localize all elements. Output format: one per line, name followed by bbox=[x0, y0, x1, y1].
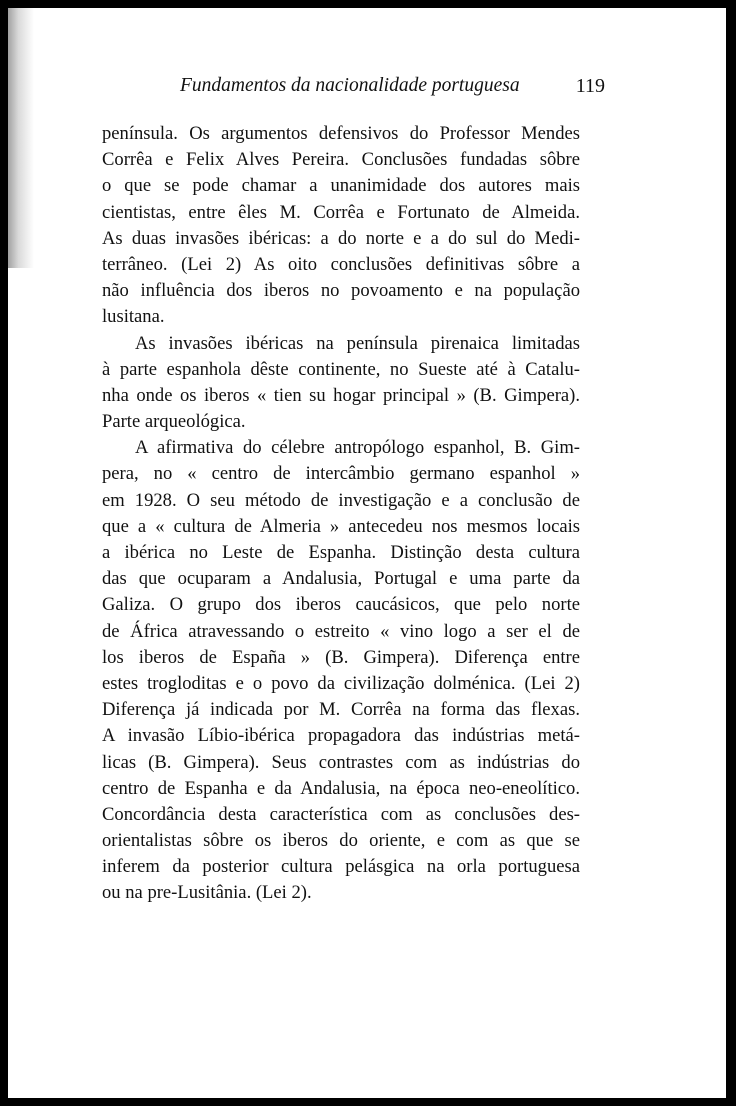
text-line-content: inferem da posterior cultura pelásgica na orla portuguesa bbox=[102, 856, 580, 878]
text-line-content: pera, no « centro de intercâmbio germano espanhol » bbox=[102, 463, 580, 485]
text-line bbox=[102, 514, 580, 540]
text-line-content: não influência dos iberos no povoamento e na população bbox=[102, 280, 580, 302]
text-line bbox=[102, 331, 580, 357]
page-number: 119 bbox=[575, 75, 605, 97]
text-line bbox=[102, 121, 580, 147]
text-line bbox=[102, 488, 580, 514]
text-line-content: Parte arqueológica. bbox=[102, 411, 246, 433]
text-line bbox=[102, 854, 580, 880]
text-line bbox=[102, 304, 580, 330]
text-line-content: centro de Espanha e da Andalusia, na época neo-eneolítico. bbox=[102, 777, 580, 799]
text-line bbox=[102, 278, 580, 304]
text-line bbox=[102, 671, 580, 697]
text-line-content: lusitana. bbox=[102, 306, 165, 328]
text-line bbox=[102, 566, 580, 592]
text-line-content: Corrêa e Felix Alves Pereira. Conclusões fundadas sôbre bbox=[102, 149, 580, 171]
text-line-content: a ibérica no Leste de Espanha. Distinção desta cultura bbox=[102, 542, 580, 563]
text-line-content: As duas invasões ibéricas: a do norte e a do sul do Medi- bbox=[102, 227, 580, 249]
text-line bbox=[102, 645, 580, 671]
text-line-content: estes trogloditas e o povo da civilização dolménica. (Lei 2) bbox=[102, 672, 580, 694]
text-line-content: península. Os argumentos defensivos do Professor Mendes bbox=[102, 123, 580, 144]
text-line bbox=[102, 147, 580, 173]
text-line bbox=[102, 226, 580, 252]
text-line-content: ou na pre-Lusitânia. (Lei 2). bbox=[102, 882, 312, 904]
text-line bbox=[102, 252, 580, 278]
text-line-content: licas (B. Gimpera). Seus contrastes com as indústrias do bbox=[102, 751, 580, 773]
book-page bbox=[8, 8, 726, 1098]
text-line bbox=[102, 540, 580, 566]
text-line-content: de África atravessando o estreito « vino logo a ser el de bbox=[102, 620, 580, 642]
text-line-content: As invasões ibéricas na península pirenaica limitadas bbox=[135, 332, 580, 354]
text-line bbox=[102, 697, 580, 723]
text-line-content: em 1928. O seu método de investigação e a conclusão de bbox=[102, 489, 580, 511]
text-line-content: das que ocuparam a Andalusia, Portugal e uma parte da bbox=[102, 568, 580, 590]
page-gutter-shadow bbox=[8, 8, 34, 268]
text-line-content: cientistas, entre êles M. Corrêa e Fortunato de Almeida. bbox=[102, 201, 580, 223]
text-line-content: A afirmativa do célebre antropólogo espanhol, B. Gim- bbox=[135, 437, 580, 459]
text-line bbox=[102, 619, 580, 645]
text-line-content: terrâneo. (Lei 2) As oito conclusões definitivas sôbre a bbox=[102, 253, 580, 275]
text-line bbox=[102, 200, 580, 226]
text-line-content: A invasão Líbio-ibérica propagadora das indústrias metá- bbox=[102, 725, 580, 747]
running-title: Fundamentos da nacionalidade portuguesa bbox=[180, 75, 520, 96]
text-line-content: nha onde os iberos « tien su hogar principal » (B. Gimpera). bbox=[102, 384, 580, 406]
text-line-content: o que se pode chamar a unanimidade dos autores mais bbox=[102, 175, 580, 197]
text-line bbox=[102, 173, 580, 199]
text-line bbox=[102, 880, 580, 906]
text-line-content: Diferença já indicada por M. Corrêa na forma das flexas. bbox=[102, 699, 580, 721]
text-line bbox=[102, 723, 580, 749]
text-line bbox=[102, 592, 580, 618]
text-line bbox=[102, 750, 580, 776]
text-line bbox=[102, 435, 580, 461]
text-line bbox=[102, 357, 580, 383]
text-line-content: Concordância desta característica com as conclusões des- bbox=[102, 803, 580, 825]
text-line bbox=[102, 461, 580, 487]
text-line-content: à parte espanhola dêste continente, no Sueste até à Catalu- bbox=[102, 358, 580, 380]
text-line bbox=[102, 409, 580, 435]
text-line bbox=[102, 828, 580, 854]
text-line-content: Galiza. O grupo dos iberos caucásicos, que pelo norte bbox=[102, 594, 580, 616]
text-line bbox=[102, 776, 580, 802]
text-line bbox=[102, 383, 580, 409]
body-text bbox=[102, 121, 580, 907]
text-line bbox=[102, 802, 580, 828]
text-line-content: orientalistas sôbre os iberos do oriente, e com as que se bbox=[102, 830, 580, 852]
text-line-content: que a « cultura de Almeria » antecedeu nos mesmos locais bbox=[102, 515, 580, 537]
text-line-content: los iberos de España » (B. Gimpera). Diferença entre bbox=[102, 646, 580, 668]
page-header bbox=[180, 75, 605, 103]
